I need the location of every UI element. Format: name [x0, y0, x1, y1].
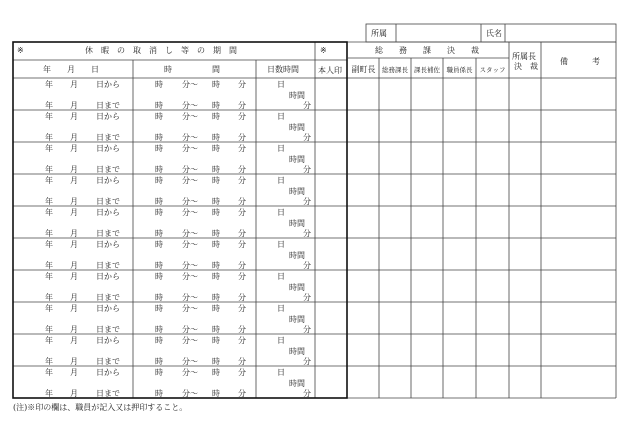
minute-from-label: 分～: [182, 133, 198, 142]
day-from-label: 日から: [96, 240, 120, 249]
minute-label: 分: [303, 197, 311, 206]
year-label: 年: [45, 144, 53, 153]
day-from-label: 日から: [96, 112, 120, 121]
hour-label: 時: [155, 229, 163, 238]
minute-from-label: 分～: [182, 368, 198, 377]
month-label: 月: [70, 112, 78, 121]
year-label: 年: [45, 197, 53, 206]
minute-from-label: 分～: [182, 101, 198, 110]
day-from-label: 日から: [96, 368, 120, 377]
day-to-label: 日まで: [96, 389, 120, 398]
minute-from-label: 分～: [182, 165, 198, 174]
month-label: 月: [70, 197, 78, 206]
day-from-label: 日から: [96, 144, 120, 153]
minute-label: 分: [238, 336, 246, 345]
hour-label: 時: [212, 112, 220, 121]
col-date-header: 年 月 日: [43, 65, 99, 74]
day-to-label: 日まで: [96, 101, 120, 110]
minute-label: 分: [238, 133, 246, 142]
minute-from-label: 分～: [182, 208, 198, 217]
day-to-label: 日まで: [96, 229, 120, 238]
hour-label: 時: [155, 261, 163, 270]
minute-from-label: 分～: [182, 197, 198, 206]
year-label: 年: [45, 101, 53, 110]
hours-unit-label: 時間: [289, 347, 305, 356]
hour-label: 時: [155, 293, 163, 302]
year-label: 年: [45, 325, 53, 334]
minute-from-label: 分～: [182, 272, 198, 281]
minute-from-label: 分～: [182, 293, 198, 302]
minute-label: 分: [303, 293, 311, 302]
minute-label: 分: [238, 144, 246, 153]
day-to-label: 日まで: [96, 165, 120, 174]
minute-label: 分: [238, 293, 246, 302]
hour-label: 時: [212, 133, 220, 142]
month-label: 月: [70, 336, 78, 345]
head-approval-header-1: 所属長: [512, 52, 536, 61]
hours-unit-label: 時間: [289, 315, 305, 324]
month-label: 月: [70, 133, 78, 142]
minute-label: 分: [238, 176, 246, 185]
footer-note: (注)※印の欄は、職員が記入又は押印すること。: [13, 403, 188, 412]
month-label: 月: [70, 272, 78, 281]
minute-label: 分: [238, 112, 246, 121]
hours-unit-label: 時間: [289, 187, 305, 196]
minute-from-label: 分～: [182, 80, 198, 89]
day-from-label: 日から: [96, 208, 120, 217]
year-label: 年: [45, 304, 53, 313]
hour-label: 時: [155, 325, 163, 334]
day-unit-label: 日: [277, 176, 285, 185]
month-label: 月: [70, 229, 78, 238]
hour-label: 時: [155, 208, 163, 217]
year-label: 年: [45, 336, 53, 345]
hours-unit-label: 時間: [289, 91, 305, 100]
month-label: 月: [70, 144, 78, 153]
left-mark: ※: [17, 46, 24, 55]
right-mark: ※: [320, 46, 327, 55]
day-from-label: 日から: [96, 336, 120, 345]
remarks-header: 備 考: [560, 57, 600, 66]
approver-deputy-chief: 課長補佐: [414, 66, 440, 74]
hour-label: 時: [212, 80, 220, 89]
day-to-label: 日まで: [96, 293, 120, 302]
year-label: 年: [45, 133, 53, 142]
col-time-header: 時 間: [164, 65, 220, 74]
minute-label: 分: [238, 240, 246, 249]
year-label: 年: [45, 293, 53, 302]
minute-label: 分: [238, 101, 246, 110]
minute-label: 分: [238, 80, 246, 89]
hours-unit-label: 時間: [289, 379, 305, 388]
month-label: 月: [70, 101, 78, 110]
day-unit-label: 日: [277, 208, 285, 217]
day-unit-label: 日: [277, 240, 285, 249]
minute-label: 分: [303, 101, 311, 110]
affiliation-label: 所属: [371, 29, 387, 38]
minute-label: 分: [303, 165, 311, 174]
month-label: 月: [70, 208, 78, 217]
day-unit-label: 日: [277, 304, 285, 313]
month-label: 月: [70, 325, 78, 334]
minute-label: 分: [303, 325, 311, 334]
day-unit-label: 日: [277, 272, 285, 281]
day-unit-label: 日: [277, 336, 285, 345]
hour-label: 時: [155, 197, 163, 206]
hours-unit-label: 時間: [289, 251, 305, 260]
year-label: 年: [45, 261, 53, 270]
minute-label: 分: [303, 261, 311, 270]
minute-from-label: 分～: [182, 357, 198, 366]
day-to-label: 日まで: [96, 325, 120, 334]
minute-from-label: 分～: [182, 325, 198, 334]
hour-label: 時: [212, 368, 220, 377]
minute-label: 分: [303, 389, 311, 398]
day-to-label: 日まで: [96, 261, 120, 270]
year-label: 年: [45, 229, 53, 238]
hour-label: 時: [155, 133, 163, 142]
day-unit-label: 日: [277, 112, 285, 121]
month-label: 月: [70, 293, 78, 302]
hour-label: 時: [155, 336, 163, 345]
minute-label: 分: [238, 165, 246, 174]
day-from-label: 日から: [96, 80, 120, 89]
minute-label: 分: [238, 389, 246, 398]
minute-from-label: 分～: [182, 144, 198, 153]
minute-from-label: 分～: [182, 261, 198, 270]
hour-label: 時: [155, 144, 163, 153]
minute-from-label: 分～: [182, 240, 198, 249]
day-to-label: 日まで: [96, 197, 120, 206]
hour-label: 時: [155, 176, 163, 185]
hour-label: 時: [212, 144, 220, 153]
hour-label: 時: [212, 336, 220, 345]
minute-label: 分: [238, 368, 246, 377]
hour-label: 時: [212, 165, 220, 174]
hour-label: 時: [212, 293, 220, 302]
year-label: 年: [45, 208, 53, 217]
day-to-label: 日まで: [96, 357, 120, 366]
col-days-header: 日数時間: [267, 65, 299, 74]
minute-from-label: 分～: [182, 176, 198, 185]
minute-label: 分: [238, 261, 246, 270]
hour-label: 時: [155, 101, 163, 110]
month-label: 月: [70, 261, 78, 270]
month-label: 月: [70, 165, 78, 174]
minute-from-label: 分～: [182, 112, 198, 121]
month-label: 月: [70, 176, 78, 185]
year-label: 年: [45, 272, 53, 281]
approver-staff-section-chief: 職員係長: [446, 66, 473, 74]
minute-label: 分: [238, 325, 246, 334]
approver-staff: スタッフ: [479, 66, 506, 74]
hours-unit-label: 時間: [289, 123, 305, 132]
hour-label: 時: [212, 176, 220, 185]
left-table-title: 休 暇 の 取 消 し 等 の 期 間: [85, 46, 237, 55]
approver-deputy-mayor: 副町長: [351, 65, 376, 74]
hour-label: 時: [212, 304, 220, 313]
hours-unit-label: 時間: [289, 155, 305, 164]
hour-label: 時: [212, 357, 220, 366]
day-from-label: 日から: [96, 304, 120, 313]
year-label: 年: [45, 357, 53, 366]
month-label: 月: [70, 357, 78, 366]
month-label: 月: [70, 304, 78, 313]
year-label: 年: [45, 368, 53, 377]
minute-label: 分: [238, 304, 246, 313]
year-label: 年: [45, 389, 53, 398]
hour-label: 時: [212, 240, 220, 249]
year-label: 年: [45, 112, 53, 121]
hour-label: 時: [212, 389, 220, 398]
minute-label: 分: [238, 357, 246, 366]
minute-label: 分: [238, 208, 246, 217]
hour-label: 時: [212, 325, 220, 334]
approver-general-affairs-chief: 総務課長: [382, 66, 408, 74]
hour-label: 時: [155, 80, 163, 89]
principal-seal-header: 本人印: [318, 66, 342, 75]
hour-label: 時: [212, 229, 220, 238]
minute-label: 分: [238, 272, 246, 281]
hour-label: 時: [155, 389, 163, 398]
month-label: 月: [70, 368, 78, 377]
hour-label: 時: [155, 240, 163, 249]
day-from-label: 日から: [96, 176, 120, 185]
minute-label: 分: [303, 229, 311, 238]
hours-unit-label: 時間: [289, 219, 305, 228]
hour-label: 時: [212, 261, 220, 270]
hours-unit-label: 時間: [289, 283, 305, 292]
head-approval-header-2: 決 裁: [514, 62, 538, 71]
day-from-label: 日から: [96, 272, 120, 281]
hour-label: 時: [155, 165, 163, 174]
day-unit-label: 日: [277, 368, 285, 377]
minute-from-label: 分～: [182, 389, 198, 398]
minute-label: 分: [303, 357, 311, 366]
minute-from-label: 分～: [182, 304, 198, 313]
hour-label: 時: [155, 112, 163, 121]
hour-label: 時: [155, 357, 163, 366]
month-label: 月: [70, 80, 78, 89]
hour-label: 時: [155, 368, 163, 377]
minute-label: 分: [303, 133, 311, 142]
minute-from-label: 分～: [182, 229, 198, 238]
name-label: 氏名: [486, 29, 502, 38]
hour-label: 時: [155, 272, 163, 281]
hour-label: 時: [212, 197, 220, 206]
minute-label: 分: [238, 229, 246, 238]
day-unit-label: 日: [277, 144, 285, 153]
minute-from-label: 分～: [182, 336, 198, 345]
hour-label: 時: [212, 272, 220, 281]
general-affairs-header: 総 務 課 決 裁: [375, 46, 479, 55]
year-label: 年: [45, 80, 53, 89]
day-to-label: 日まで: [96, 133, 120, 142]
month-label: 月: [70, 389, 78, 398]
year-label: 年: [45, 165, 53, 174]
hour-label: 時: [212, 208, 220, 217]
hour-label: 時: [212, 101, 220, 110]
month-label: 月: [70, 240, 78, 249]
year-label: 年: [45, 176, 53, 185]
year-label: 年: [45, 240, 53, 249]
hour-label: 時: [155, 304, 163, 313]
minute-label: 分: [238, 197, 246, 206]
day-unit-label: 日: [277, 80, 285, 89]
